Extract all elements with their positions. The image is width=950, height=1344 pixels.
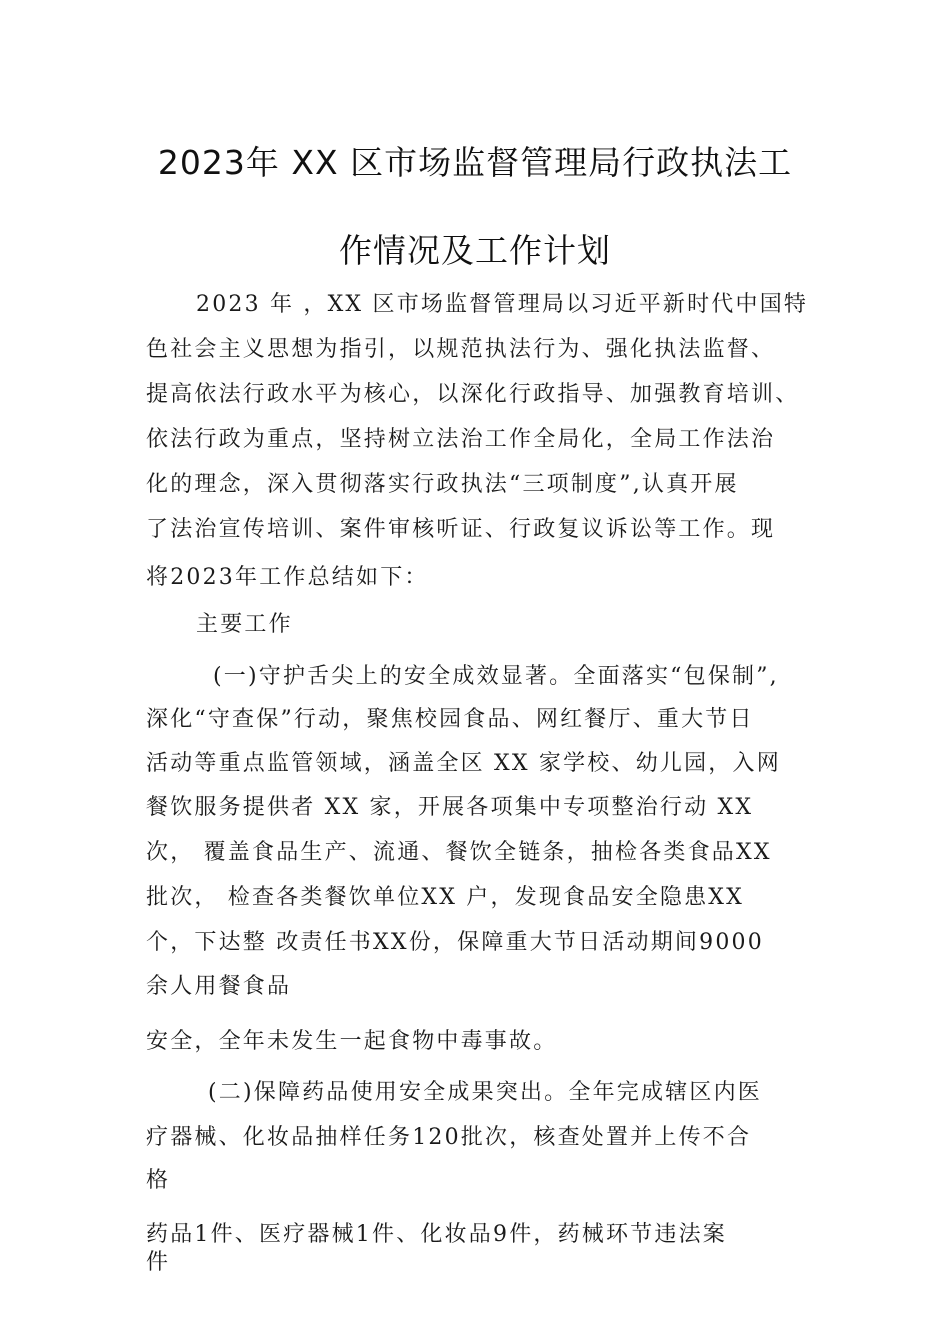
body-text-line: 件: [146, 1250, 171, 1275]
body-text-line: 次， 覆盖食品生产、流通、餐饮全链条，抽检各类食品XX: [146, 840, 772, 865]
body-text-line: 2023 年 ，XX 区市场监督管理局以习近平新时代中国特: [196, 292, 809, 317]
body-text-line: 依法行政为重点，坚持树立法治工作全局化，全局工作法治: [146, 427, 776, 452]
body-text-line: (二)保障药品使用安全成果突出。全年完成辖区内医: [208, 1080, 762, 1105]
body-text-line: 格: [146, 1168, 171, 1193]
body-text-line: 深化“守查保”行动，聚焦校园食品、网红餐厅、重大节日: [146, 707, 754, 732]
body-text-line: 药品1件、医疗器械1件、化妆品9件，药械环节违法案: [146, 1222, 727, 1247]
body-text-line: 色社会主义思想为指引，以规范执法行为、强化执法监督、: [146, 337, 776, 362]
document-title-line-1: 2023年 XX 区市场监督管理局行政执法工: [157, 143, 793, 182]
body-text-line: 安全，全年未发生一起食物中毒事故。: [146, 1029, 558, 1054]
document-title-line-2: 作情况及工作计划: [339, 231, 611, 270]
body-text-line: 余人用餐食品: [146, 974, 292, 999]
body-text-line: 活动等重点监管领域，涵盖全区 XX 家学校、幼儿园，入网: [146, 751, 781, 776]
body-text-line: 餐饮服务提供者 XX 家，开展各项集中专项整治行动 XX: [146, 795, 754, 820]
body-text-line: 批次， 检查各类餐饮单位XX 户，发现食品安全隐患XX: [146, 885, 745, 910]
body-text-line: 化的理念，深入贯彻落实行政执法“三项制度”,认真开展: [146, 472, 739, 497]
body-text-line: 了法治宣传培训、案件审核听证、行政复议诉讼等工作。现: [146, 517, 776, 542]
body-text-line: 疗器械、化妆品抽样任务120批次，核查处置并上传不合: [146, 1125, 752, 1150]
body-text-line: 个，下达整 改责任书XX份，保障重大节日活动期间9000: [146, 930, 764, 955]
body-text-line: (一)守护舌尖上的安全成效显著。全面落实“包保制”,: [213, 664, 779, 689]
section-heading: 主要工作: [196, 612, 293, 637]
body-text-line: 将2023年工作总结如下：: [146, 565, 429, 590]
body-text-line: 提高依法行政水平为核心，以深化行政指导、加强教育培训、: [146, 382, 800, 407]
